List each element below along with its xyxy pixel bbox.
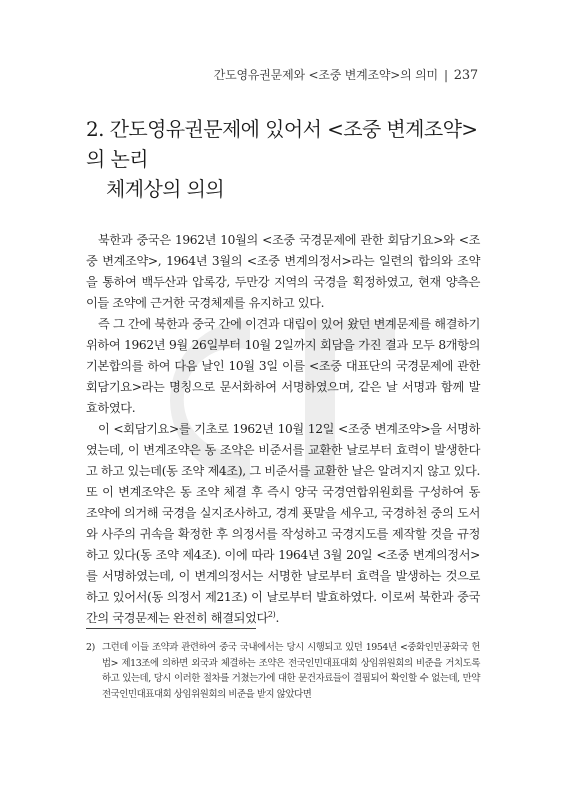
body-paragraph-1: 북한과 중국은 1962년 10월의 <조중 국경문제에 관한 회담기요>와 <조중 변계조약>, 1964년 3월의 <조중 변계의정서>라는 일련의 합의와 조약을 통하여 백두산과 압록강, 두만강 지역의 국경을 획정하였고, 현재 양측은 이들 조약에 근거한 국경체제를 유지하고 있다. <box>86 233 480 310</box>
body-paragraph-2: 즉 그 간에 북한과 중국 간에 이견과 대립이 있어 왔던 변계문제를 해결하기 위하여 1962년 9월 26일부터 10월 2일까지 회담을 가진 결과 모두 8개항의 기본합의를 하여 다음 날인 10월 3일 이를 <조중 대표단의 국경문제에 관한 회담기요>라는 명칭으로 문서화하여 서명하였으며, 같은 날 서명과 함께 발효하였다. <box>86 317 480 415</box>
body-paragraph-3-text: 이 <회담기요>를 기초로 1962년 10월 12일 <조중 변계조약>을 서명하였는데, 이 변계조약은 동 조약은 비준서를 교환한 날로부터 효력이 발생한다고 하고 있는데(동 조약 제4조), 그 비준서를 교환한 날은 알려지지 않고 있다. 또 이 변계조약은 동 조약 체결 후 즉시 양국 국경연합위원회를 구성하여 동 조약에 의거해 국경을 실지조사하고, 경계 푯말을 세우고, 국경하천 중의 도서와 사주의 귀속을 확정한 후 의정서를 작성하고 국경지도를 제작할 것을 규정하고 있다(동 조약 제4조). 이에 따라 1964년 3월 20일 <조중 변계의정서>를 서명하였는데, 이 변계의정서는 서명한 날로부터 효력을 발생하는 것으로 하고 있어서(동 의정서 제21조) 이 날로부터 발효하였다. 이로써 북한과 중국 간의 국경문제는 완전히 해결되었다 <box>86 422 480 625</box>
section-title-line-1: 2. 간도영유권문제에 있어서 <조중 변계조약>의 논리 <box>86 117 478 171</box>
running-header-separator: | <box>443 68 448 82</box>
section-title-line-2: 체계상의 의의 <box>106 177 225 201</box>
footnote <box>86 640 480 702</box>
body-paragraph-3: 이 <회담기요>를 기초로 1962년 10월 12일 <조중 변계조약>을 서명하였는데, 이 변계조약은 동 조약은 비준서를 교환한 날로부터 효력이 발생한다고 하고 있는데(동 조약 제4조), 그 비준서를 교환한 날은 알려지지 않고 있다. 또 이 변계조약은 동 조약 체결 후 즉시 양국 국경연합위원회를 구성하여 동 조약에 의거해 국경을 실지조사하고, 경계 푯말을 세우고, 국경하천 중의 도서와 사주의 귀속을 확정한 후 의정서를 작성하고 국경지도를 제작할 것을 규정하고 있다(동 조약 제4조). 이에 따라 1964년 3월 20일 <조중 변계의정서>를 서명하였는데, 이 변계의정서는 서명한 날로부터 효력을 발생하는 것으로 하고 있어서(동 의정서 제21조) 이 날로부터 발효하였다. 이로써 북한과 중국 간의 국경문제는 완전히 해결되었다$^{2)}$. <box>86 422 480 625</box>
body-text <box>86 230 480 629</box>
footnote-reference[interactable]: 2) <box>267 609 276 619</box>
footnote-divider <box>86 628 256 629</box>
footnote-text: 그런데 이들 조약과 관련하여 중국 국내에서는 당시 시행되고 있던 1954년 <중화인민공화국 헌법> 제13조에 의하면 외국과 체결하는 조약은 전국인민대표대회 상임위원회의 비준을 거치도록 하고 있는데, 당시 이러한 절차를 거쳤는가에 대한 문건자료들이 결핍되어 확인할 수 없는데, 만약 전국인민대표대회 상임위원회의 비준을 받지 않았다면 <box>102 642 480 700</box>
running-header <box>214 66 478 83</box>
running-header-title: 간도영유권문제와 <조중 변계조약>의 의미 <box>213 68 438 82</box>
section-title <box>86 114 486 204</box>
footnote-marker: 2) <box>86 642 95 653</box>
page-number: 237 <box>453 68 478 83</box>
